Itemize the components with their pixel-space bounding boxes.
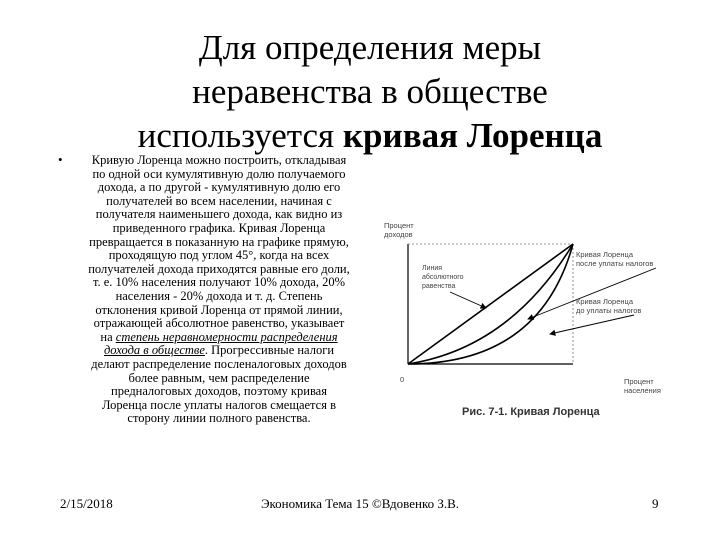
body-paragraph	[88, 154, 350, 426]
y-axis-label-2: доходов	[384, 230, 413, 239]
title-line-2: неравенства в обществе	[192, 72, 548, 111]
body-text-italic: степень неравномерности распределения дохода в обществе	[103, 329, 338, 358]
lorenz-curve-svg	[360, 214, 682, 426]
equality-line	[408, 244, 573, 364]
bullet-marker: •	[58, 152, 63, 167]
body-text-part-1: Кривую Лоренца можно построить, откладывая по одной оси кумулятивную долю получаемого дохода, а по другой - кумулятивную долю его получателей во всем населении, начиная с получателя наименьшего дохода, как видно из приведенного графика. Кривая Лоренца превращается в показанную на графике прямую, проходящую под углом 45°, когда на всех получателей дохода приходятся равные его доли, т. е. 10% населения получают 10% дохода, 20% населения - 20% дохода и т. д. Степень отклонения кривой Лоренца от прямой линии, отражающей абсолютное равенство, указывает на	[88, 153, 350, 344]
title-line-3	[60, 114, 680, 158]
after-tax-label-2: после уплаты налогов	[576, 259, 654, 268]
title-line-1: Для определения меры	[198, 28, 542, 67]
footer-author: Экономика Тема 15 ©Вдовенко З.В.	[260, 496, 460, 511]
before-tax-pointer	[550, 315, 634, 334]
origin-label: 0	[400, 375, 405, 384]
x-axis-label-1: Процент	[624, 377, 654, 386]
equality-pointer	[450, 292, 486, 308]
footer-date: 2/15/2018	[60, 496, 113, 511]
before-tax-label-2: до уплаты налогов	[576, 306, 642, 315]
page-number: 9	[652, 496, 659, 511]
before-tax-label-1: Кривая Лоренца	[576, 297, 633, 306]
title-line-3-normal: используется	[137, 116, 343, 155]
y-axis-label-1: Процент	[384, 221, 414, 230]
equality-label-3: равенства	[422, 283, 456, 290]
after-tax-label-1: Кривая Лоренца	[576, 250, 633, 259]
title-line-3-bold: кривая Лоренца	[342, 116, 603, 155]
equality-label-2: абсолютного	[422, 274, 464, 281]
slide-title	[60, 26, 680, 158]
lorenz-curve-figure	[360, 214, 682, 426]
equality-label-1: Линия	[422, 265, 443, 272]
x-axis-label-2: населения	[624, 386, 661, 395]
figure-caption: Рис. 7-1. Кривая Лоренца	[462, 406, 600, 418]
body-text-part-2: . Прогрессивные налоги делают распределение посленалоговых доходов более равным, чем распределение преднaлоговых доходов, поэтому кривая Лоренца после уплаты налогов смещается в сторону линии полного равенства.	[91, 343, 347, 426]
